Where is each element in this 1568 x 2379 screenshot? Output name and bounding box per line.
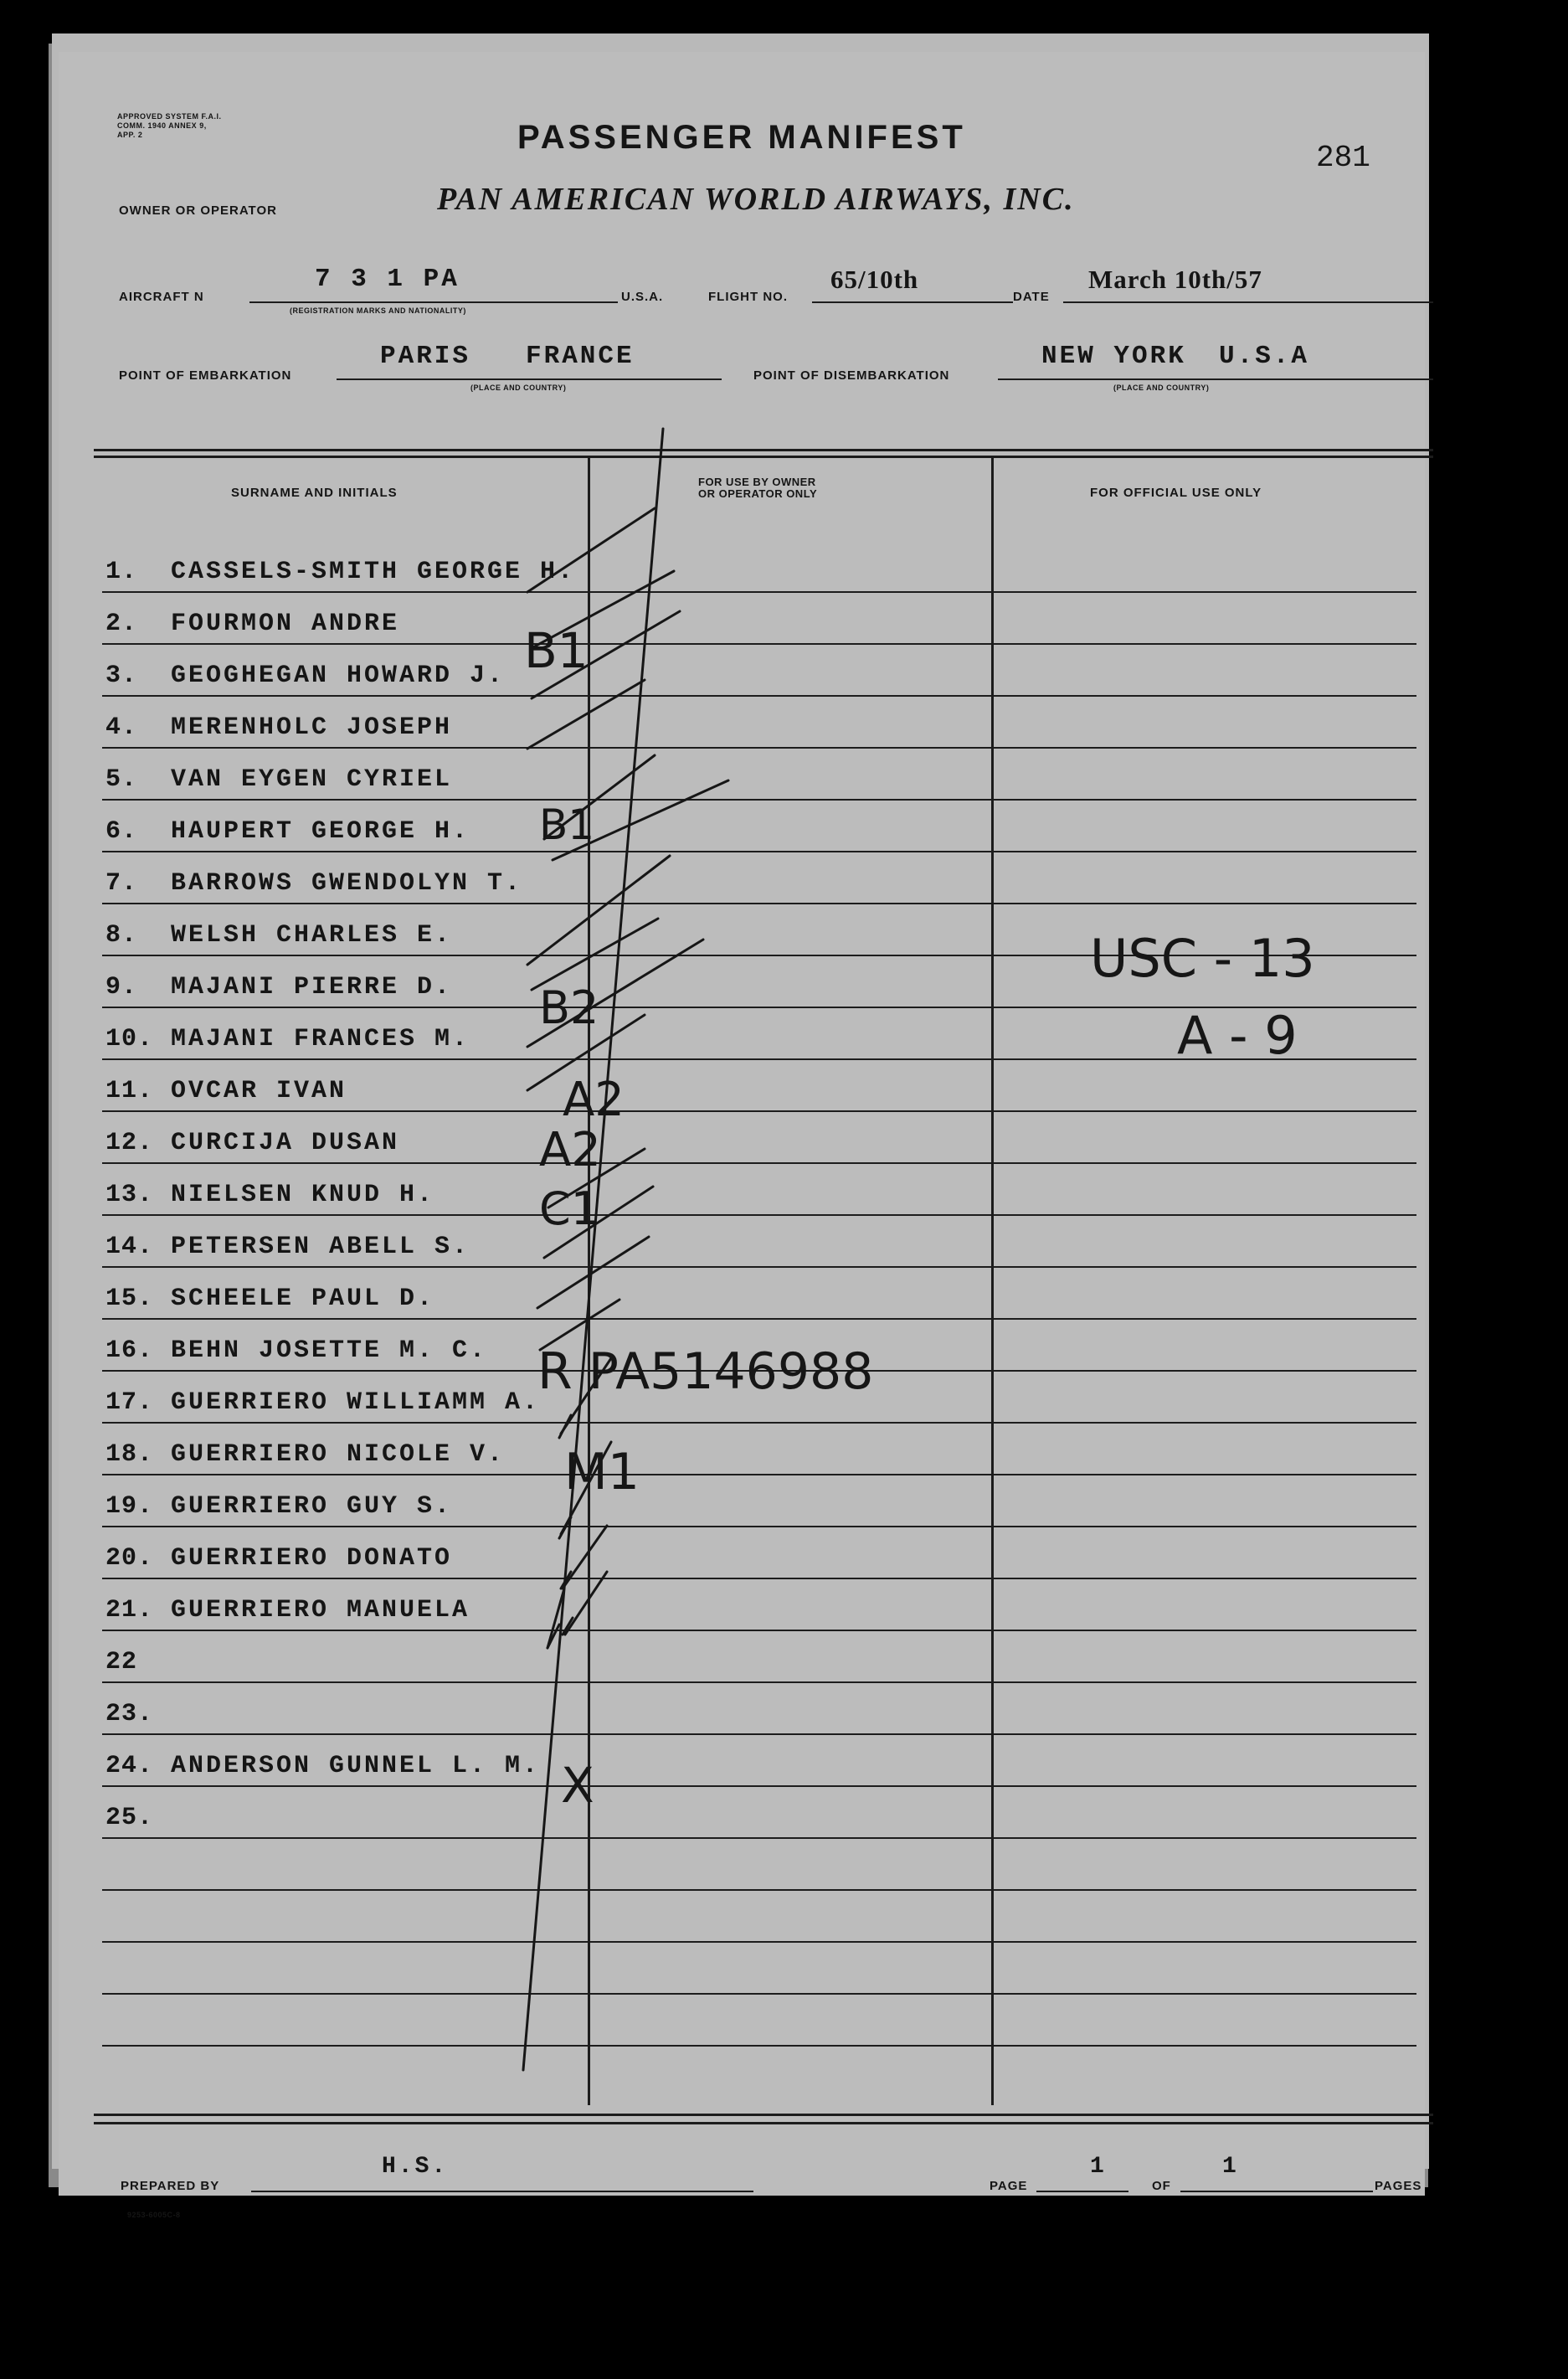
row-number: 2. — [105, 610, 138, 638]
row-line — [102, 1526, 1416, 1527]
form-title: PASSENGER MANIFEST — [517, 119, 966, 156]
row-line — [102, 643, 1416, 645]
row-line — [102, 1578, 1416, 1579]
table-row — [59, 1685, 1425, 1737]
code-row5: B1 — [539, 801, 595, 849]
disembarkation-label: POINT OF DISEMBARKATION — [753, 368, 950, 383]
table-row — [59, 1737, 1425, 1789]
code-row18: M1 — [564, 1443, 640, 1501]
row-number: 22 — [105, 1648, 138, 1676]
table-row — [59, 1114, 1425, 1166]
row-line — [102, 955, 1416, 956]
row-number: 20. — [105, 1544, 154, 1573]
code-row9: B2 — [539, 981, 599, 1034]
row-line — [102, 1630, 1416, 1631]
blank-line — [102, 1889, 1416, 1891]
row-number: 3. — [105, 662, 138, 690]
table-row — [59, 1166, 1425, 1218]
row-line — [102, 1214, 1416, 1216]
row-number: 10. — [105, 1025, 154, 1053]
row-line — [102, 1837, 1416, 1839]
table-row — [59, 543, 1425, 595]
passenger-name: SCHEELE PAUL D. — [171, 1285, 435, 1313]
table-row — [59, 1529, 1425, 1581]
passenger-name: ANDERSON GUNNEL L. M. — [171, 1752, 541, 1780]
row-line — [102, 747, 1416, 749]
date-underline — [1063, 301, 1433, 303]
date-label: DATE — [1013, 290, 1050, 304]
code-row11: A2 — [563, 1073, 625, 1127]
row-line — [102, 851, 1416, 852]
row-number: 16. — [105, 1336, 154, 1365]
table-row — [59, 1581, 1425, 1633]
embarkation-country: FRANCE — [526, 342, 635, 371]
row-number: 18. — [105, 1440, 154, 1469]
row-line — [102, 1058, 1416, 1060]
table-row — [59, 646, 1425, 698]
official-column-header: FOR OFFICIAL USE ONLY — [1090, 486, 1262, 500]
disembarkation-place: NEW YORK — [1041, 342, 1186, 371]
page-label: PAGE — [990, 2179, 1028, 2193]
row-number: 21. — [105, 1596, 154, 1625]
row-line — [102, 1110, 1416, 1112]
total-pages: 1 — [1222, 2154, 1239, 2180]
table-row — [59, 1633, 1425, 1685]
row-number: 9. — [105, 973, 138, 1002]
table-row — [59, 750, 1425, 802]
row-number: 5. — [105, 765, 138, 794]
passenger-name: HAUPERT GEORGE H. — [171, 817, 470, 846]
row-line — [102, 1318, 1416, 1320]
row-line — [102, 1733, 1416, 1735]
row-number: 12. — [105, 1129, 154, 1157]
blank-line — [102, 1993, 1416, 1995]
table-row — [59, 1477, 1425, 1529]
table-row — [59, 595, 1425, 646]
code-row13: C1 — [539, 1182, 600, 1235]
passenger-name: MAJANI PIERRE D. — [171, 973, 453, 1002]
table-row — [59, 958, 1425, 1010]
disembarkation-country: U.S.A — [1219, 342, 1310, 371]
prepared-by-value: H.S. — [382, 2154, 449, 2180]
row-line — [102, 1474, 1416, 1475]
table-row — [59, 1373, 1425, 1425]
table-row — [59, 1321, 1425, 1373]
row-line — [102, 1007, 1416, 1008]
table-row — [59, 1062, 1425, 1114]
flight-underline — [812, 301, 1013, 303]
code-row16: R PA5146988 — [537, 1342, 874, 1401]
blank-line — [102, 2045, 1416, 2047]
embarkation-underline — [337, 378, 722, 380]
row-number: 11. — [105, 1077, 154, 1105]
approval-stamp: APPROVED SYSTEM F.A.I. COMM. 1940 ANNEX 9, APP. 2 — [117, 112, 222, 139]
owner-column-header-2: OR OPERATOR ONLY — [698, 487, 818, 500]
operator-name: PAN AMERICAN WORLD AIRWAYS, INC. — [437, 182, 1075, 217]
row-number: 7. — [105, 869, 138, 898]
page-underline — [1036, 2191, 1128, 2192]
row-number: 15. — [105, 1285, 154, 1313]
aircraft-label: AIRCRAFT N — [119, 290, 204, 304]
passenger-name: GUERRIERO GUY S. — [171, 1492, 453, 1521]
country-label: U.S.A. — [621, 290, 664, 304]
of-label: OF — [1152, 2179, 1171, 2193]
manifest-page — [59, 52, 1425, 2219]
flight-number: 65/10th — [830, 265, 919, 294]
embarkation-caption: (PLACE AND COUNTRY) — [470, 384, 567, 392]
row-number: 8. — [105, 921, 138, 950]
passenger-name: GUERRIERO DONATO — [171, 1544, 453, 1573]
official-note-2: A - 9 — [1177, 1005, 1298, 1066]
passenger-name: MERENHOLC JOSEPH — [171, 713, 453, 742]
passenger-name: MAJANI FRANCES M. — [171, 1025, 470, 1053]
passenger-name: CURCIJA DUSAN — [171, 1129, 400, 1157]
page-number: 1 — [1090, 2154, 1107, 2180]
passenger-name: BEHN JOSETTE M. C. — [171, 1336, 488, 1365]
blank-line — [102, 1941, 1416, 1943]
table-row — [59, 1010, 1425, 1062]
passenger-name: GUERRIERO MANUELA — [171, 1596, 470, 1625]
flight-date: March 10th/57 — [1088, 265, 1262, 294]
of-underline — [1180, 2191, 1373, 2192]
row-line — [102, 799, 1416, 801]
passenger-name: GUERRIERO WILLIAMM A. — [171, 1388, 541, 1417]
row-number: 14. — [105, 1233, 154, 1261]
row-line — [102, 1681, 1416, 1683]
row-line — [102, 1266, 1416, 1268]
row-number: 4. — [105, 713, 138, 742]
table-row — [59, 854, 1425, 906]
pages-label: PAGES — [1375, 2179, 1422, 2193]
row-number: 19. — [105, 1492, 154, 1521]
passenger-name: PETERSEN ABELL S. — [171, 1233, 470, 1261]
passenger-name: VAN EYGEN CYRIEL — [171, 765, 453, 794]
code-row24: X — [561, 1757, 594, 1814]
table-row — [59, 1425, 1425, 1477]
table-row — [59, 1218, 1425, 1269]
passenger-name: NIELSEN KNUD H. — [171, 1181, 435, 1209]
owner-label: OWNER OR OPERATOR — [119, 203, 277, 218]
row-line — [102, 1370, 1416, 1372]
owner-column-header-1: FOR USE BY OWNER — [698, 476, 816, 488]
passenger-name: WELSH CHARLES E. — [171, 921, 453, 950]
row-number: 13. — [105, 1181, 154, 1209]
table-top-rule — [94, 449, 1433, 451]
row-line — [102, 1785, 1416, 1787]
disembarkation-caption: (PLACE AND COUNTRY) — [1113, 384, 1210, 392]
row-number: 24. — [105, 1752, 154, 1780]
table-row — [59, 698, 1425, 750]
table-bottom-rule-2 — [94, 2122, 1433, 2124]
aircraft-underline — [249, 301, 618, 303]
row-line — [102, 695, 1416, 697]
code-row12: A2 — [539, 1123, 601, 1177]
passenger-name: GUERRIERO NICOLE V. — [171, 1440, 506, 1469]
code-row2: B1 — [524, 622, 589, 679]
row-number: 1. — [105, 558, 138, 586]
page-reference-number: 281 — [1316, 141, 1370, 175]
passenger-name: BARROWS GWENDOLYN T. — [171, 869, 523, 898]
row-number: 6. — [105, 817, 138, 846]
row-line — [102, 591, 1416, 593]
table-row — [59, 906, 1425, 958]
passenger-name: GEOGHEGAN HOWARD J. — [171, 662, 506, 690]
flight-label: FLIGHT NO. — [708, 290, 788, 304]
passenger-name: OVCAR IVAN — [171, 1077, 347, 1105]
table-row — [59, 1789, 1425, 1841]
official-note-1: USC - 13 — [1090, 928, 1315, 989]
table-bottom-rule — [94, 2114, 1433, 2116]
table-row — [59, 1269, 1425, 1321]
row-line — [102, 903, 1416, 904]
disembarkation-underline — [998, 378, 1433, 380]
embarkation-place: PARIS — [380, 342, 471, 371]
row-number: 23. — [105, 1700, 154, 1728]
passenger-name: CASSELS-SMITH GEORGE H. — [171, 558, 576, 586]
row-number: 17. — [105, 1388, 154, 1417]
table-row — [59, 802, 1425, 854]
aircraft-registration: 7 3 1 PA — [315, 265, 460, 294]
prepared-by-underline — [251, 2191, 753, 2192]
registration-caption: (REGISTRATION MARKS AND NATIONALITY) — [290, 306, 466, 315]
surname-column-header: SURNAME AND INITIALS — [231, 486, 398, 500]
form-number: 9253-6005C-8 — [127, 2211, 181, 2219]
table-top-rule-2 — [94, 456, 1433, 458]
prepared-by-label: PREPARED BY — [121, 2179, 220, 2193]
row-line — [102, 1422, 1416, 1424]
row-number: 25. — [105, 1804, 154, 1832]
row-line — [102, 1162, 1416, 1164]
passenger-name: FOURMON ANDRE — [171, 610, 400, 638]
embarkation-label: POINT OF EMBARKATION — [119, 368, 292, 383]
